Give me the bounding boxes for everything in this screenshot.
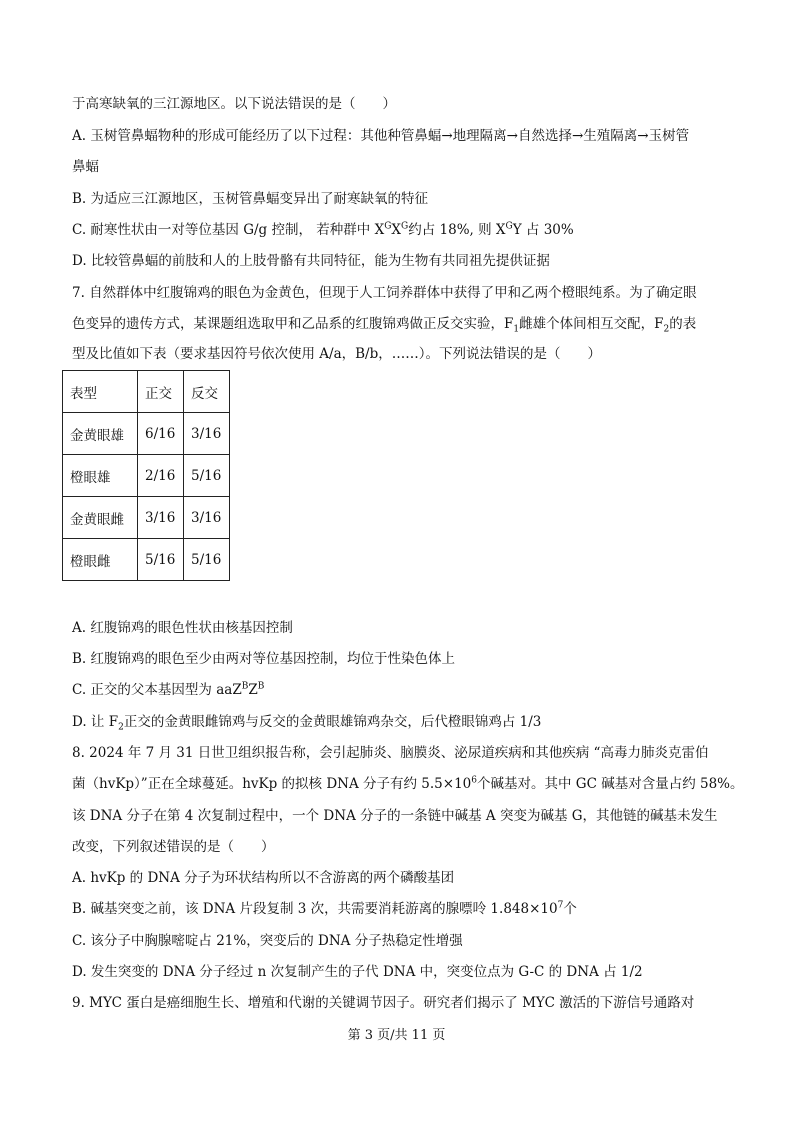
q8-stem-line4: 改变，下列叙述错误的是（ ） xyxy=(72,839,275,855)
table-header-cell: 表型 xyxy=(63,371,138,413)
q8-option-d: D. 发生突变的 DNA 分子经过 n 次复制产生的子代 DNA 中，突变位点为 G-C 的 DNA 占 1/2 xyxy=(72,964,643,980)
q7-stem-line2: 色变异的遗传方式，某课题组选取甲和乙品系的红腹锦鸡做正反交实验，$F_1$雌雄个体间相互交配，$F_2$的表 xyxy=(72,316,697,335)
q8-stem-line2: 菌（hvKp）”正在全球蔓延。hvKp 的拟核 DNA 分子有约 $5.5\times 10^6$个碱基对。其中 GC 碱基对含量占约 58%。 xyxy=(72,775,744,792)
q8-option-b: B. 碱基突变之前，该 DNA 片段复制 3 次，共需要消耗游离的腺嘌呤 $1.848\times 10^7$个 xyxy=(72,900,577,917)
q8-option-a: A. hvKp 的 DNA 分子为环状结构所以不含游离的两个磷酸基团 xyxy=(72,870,455,886)
table-cell: 5/16 xyxy=(184,455,230,497)
table-cell: 2/16 xyxy=(138,455,184,497)
q7-stem-line1: 7. 自然群体中红腹锦鸡的眼色为金黄色，但现于人工饲养群体中获得了甲和乙两个橙眼纯系。为了确定眼 xyxy=(72,285,697,301)
table-cell: 金黄眼雄 xyxy=(63,413,138,455)
q7-stem-line3: 型及比值如下表（要求基因符号依次使用 A/a，B/b，……）。下列说法错误的是（ ） xyxy=(72,346,601,362)
q8-option-c: C. 该分子中胸腺嘧啶占 21%，突变后的 DNA 分子热稳定性增强 xyxy=(72,933,463,949)
q7-option-b: B. 红腹锦鸡的眼色至少由两对等位基因控制，均位于性染色体上 xyxy=(72,651,456,667)
table-row xyxy=(63,413,230,455)
page-footer: 第 3 页/共 11 页 xyxy=(347,1028,446,1043)
table-header-cell: 反交 xyxy=(184,371,230,413)
table-cell: 6/16 xyxy=(138,413,184,455)
table-cell: 橙眼雄 xyxy=(63,455,138,497)
table-row xyxy=(63,497,230,539)
table-cell: 5/16 xyxy=(184,539,230,581)
q6-stem-tail: 于高寒缺氧的三江源地区。以下说法错误的是（ ） xyxy=(72,96,396,112)
table-row xyxy=(63,455,230,497)
table-cell: 3/16 xyxy=(184,497,230,539)
q7-option-a: A. 红腹锦鸡的眼色性状由核基因控制 xyxy=(72,620,293,636)
q8-stem-line1: 8. 2024 年 7 月 31 日世卫组织报告称，会引起肺炎、脑膜炎、泌尿道疾病和其他疾病 “高毒力肺炎克雷伯 xyxy=(72,745,709,761)
q7-option-c: C. 正交的父本基因型为 $aaZ^BZ^B$ xyxy=(72,681,265,698)
q9-stem-line1: 9. MYC 蛋白是癌细胞生长、增殖和代谢的关键调节因子。研究者们揭示了 MYC 激活的下游信号通路对 xyxy=(72,995,695,1011)
q6-option-a-line2: 鼻蝠 xyxy=(72,159,99,175)
table-cell: 3/16 xyxy=(184,413,230,455)
table-header-row xyxy=(63,371,230,413)
table-cell: 橙眼雌 xyxy=(63,539,138,581)
table-cell: 3/16 xyxy=(138,497,184,539)
table-row xyxy=(63,539,230,581)
q7-option-d: D. 让 $F_2$正交的金黄眼雌锦鸡与反交的金黄眼雄锦鸡杂交，后代橙眼锦鸡占 1/3 xyxy=(72,714,542,733)
table-cell: 金黄眼雌 xyxy=(63,497,138,539)
q8-stem-line3: 该 DNA 分子在第 4 次复制过程中，一个 DNA 分子的一条链中碱基 A 突变为碱基 G，其他链的碱基未发生 xyxy=(72,808,718,824)
phenotype-table xyxy=(62,370,230,581)
table-header-cell: 正交 xyxy=(138,371,184,413)
q6-option-d: D. 比较管鼻蝠的前肢和人的上肢骨骼有共同特征，能为生物有共同祖先提供证据 xyxy=(72,253,550,269)
q6-option-c: C. 耐寒性状由一对等位基因 G/g 控制， 若种群中 $X^GX^G$约占 18%, 则 $X^GY$ 占 30% xyxy=(72,221,574,238)
q6-option-a-line1: A. 玉树管鼻蝠物种的形成可能经历了以下过程：其他种管鼻蝠→地理隔离→自然选择→生殖隔离→玉树管 xyxy=(72,128,690,144)
table-cell: 5/16 xyxy=(138,539,184,581)
q6-option-b: B. 为适应三江源地区，玉树管鼻蝠变异出了耐寒缺氧的特征 xyxy=(72,191,429,207)
